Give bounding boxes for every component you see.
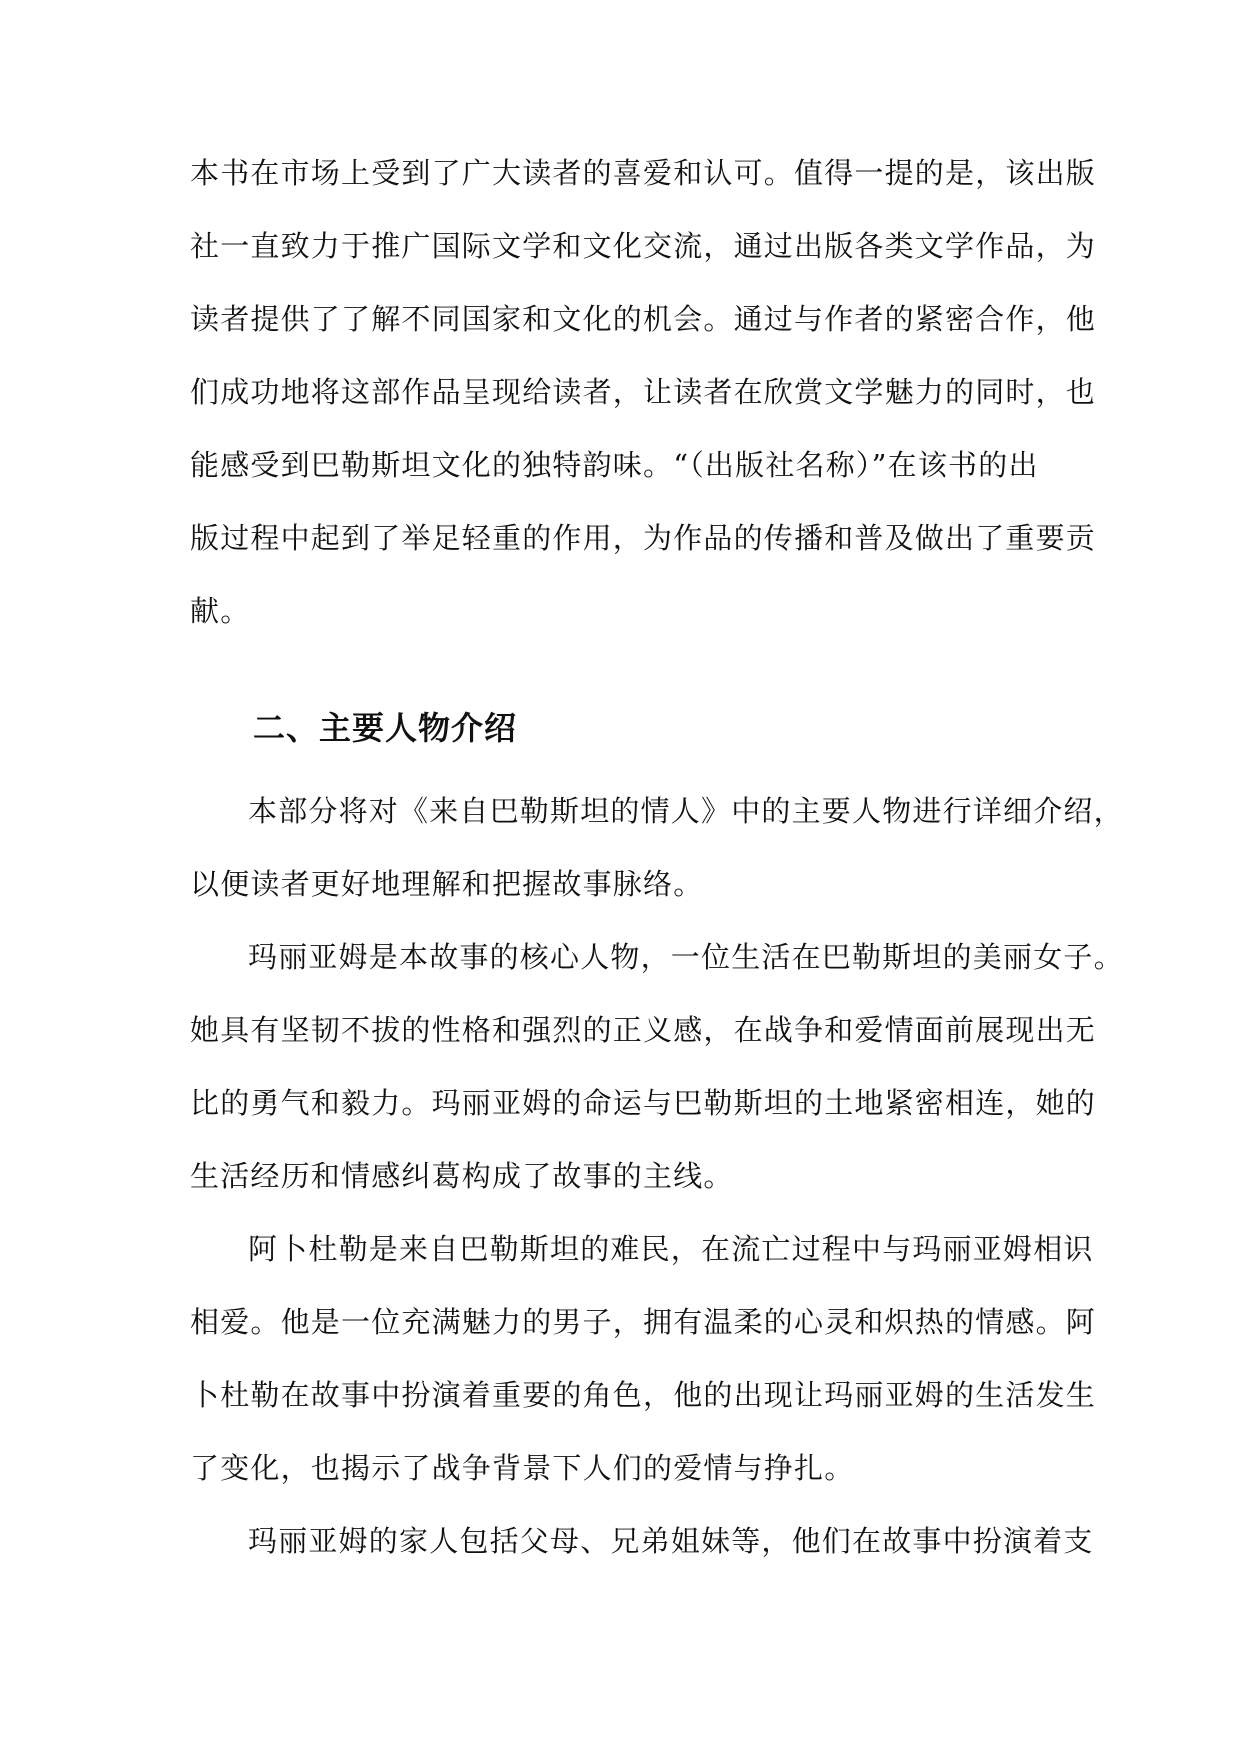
text-line: 能感受到巴勒斯坦文化的独特韵味。“（出版社名称）”在该书的出 (190, 448, 1039, 482)
text-line: 了变化，也揭示了战争背景下人们的爱情与挣扎。 (190, 1451, 855, 1485)
text-line: 玛丽亚姆是本故事的核心人物，一位生活在巴勒斯坦的美丽女子。 (248, 940, 1124, 974)
text-line: 生活经历和情感纠葛构成了故事的主线。 (190, 1159, 734, 1193)
text-line: 版过程中起到了举足轻重的作用，为作品的传播和普及做出了重要贡 (190, 521, 1097, 555)
text-line: 比的勇气和毅力。玛丽亚姆的命运与巴勒斯坦的土地紧密相连，她的 (190, 1086, 1097, 1120)
text-line: 们成功地将这部作品呈现给读者，让读者在欣赏文学魅力的同时，也 (190, 375, 1097, 409)
text-line: 相爱。他是一位充满魅力的男子，拥有温柔的心灵和炽热的情感。阿 (190, 1305, 1097, 1339)
text-line: 玛丽亚姆的家人包括父母、兄弟姐妹等，他们在故事中扮演着支 (248, 1524, 1094, 1558)
text-line: 社一直致力于推广国际文学和文化交流，通过出版各类文学作品，为 (190, 229, 1097, 263)
text-line: 读者提供了了解不同国家和文化的机会。通过与作者的紧密合作，他 (190, 302, 1097, 336)
text-line: 本书在市场上受到了广大读者的喜爱和认可。值得一提的是，该出版 (190, 156, 1097, 190)
text-line: 阿卜杜勒是来自巴勒斯坦的难民，在流亡过程中与玛丽亚姆相识 (248, 1232, 1094, 1266)
text-line: 她具有坚韧不拔的性格和强烈的正义感，在战争和爱情面前展现出无 (190, 1013, 1097, 1047)
text-line: 以便读者更好地理解和把握故事脉络。 (190, 867, 704, 901)
text-line: 本部分将对《来自巴勒斯坦的情人》中的主要人物进行详细介绍， (248, 794, 1124, 828)
section-heading: 二、主要人物介绍 (253, 709, 518, 747)
text-line: 献。 (190, 594, 251, 628)
text-line: 卜杜勒在故事中扮演着重要的角色，他的出现让玛丽亚姆的生活发生 (190, 1378, 1097, 1412)
